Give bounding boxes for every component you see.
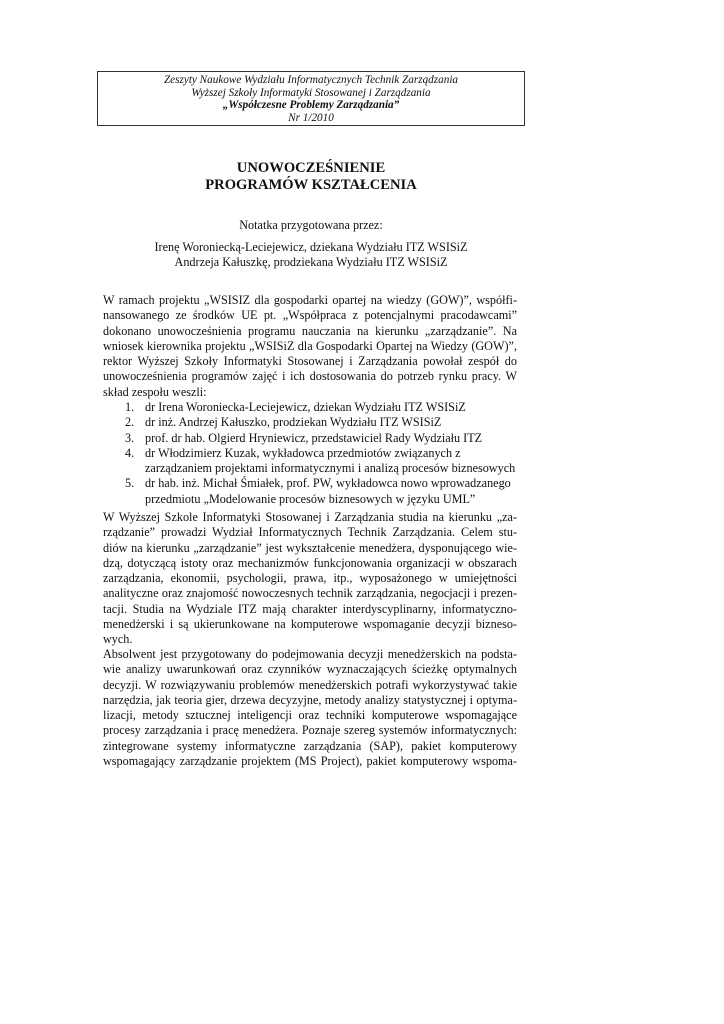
text-line: tacji. Studia na Wydziale ITZ mają charakter interdyscyplinarny, informatyczno-: [103, 601, 517, 616]
text-line: W ramach projektu „WSISIZ dla gospodarki opartej na wiedzy (GOW)”, współfi-: [103, 293, 517, 307]
article-title: [97, 160, 525, 194]
text-line: lizacji, metody sztucznej inteligencji oraz techniki komputerowe wspomagające: [103, 708, 517, 723]
list-text: prof. dr hab. Olgierd Hryniewicz, przedstawiciel Rady Wydziału ITZ: [145, 430, 483, 445]
author-2: Andrzeja Kałuszkę, prodziekana Wydziału ITZ WSISiZ: [174, 254, 448, 269]
list-item: [103, 446, 517, 477]
author-1: Irenę Woroniecką-Leciejewicz, dziekana Wydziału ITZ WSISiZ: [154, 240, 468, 254]
text-line: zintegrowane systemy informatyczne zarządzania (SAP), pakiet komputerowy: [103, 738, 517, 753]
text-line: wie analizy uwarunkowań oraz czynników wyznaczających ścieżkę optymalnych: [103, 662, 517, 677]
journal-name: Zeszyty Naukowe Wydziału Informatycznych Technik Zarządzania: [163, 74, 459, 86]
paragraph-studies: [103, 510, 517, 648]
text-line: menedżerski i są ukierunkowane na komputerowe wspomaganie decyzji bizneso-: [103, 617, 517, 632]
list-item: [103, 415, 517, 430]
title-line-1: UNOWOCZEŚNIENIE: [236, 160, 386, 176]
text-line: skład zespołu weszli:: [103, 384, 207, 399]
paragraph-project: [103, 293, 517, 400]
text-line: wych.: [103, 632, 133, 647]
text-line: wniosek kierownika projektu „WSISiZ dla Gospodarki Opartej na Wiedzy (GOW)”,: [103, 338, 517, 353]
text-line: W Wyższej Szkole Informatyki Stosowanej i Zarządzania studia na kierunku „za-: [103, 510, 517, 524]
text-line: wspomagający zarządzanie projektem (MS Project), pakiet komputerowy wspoma-: [103, 754, 517, 769]
team-list: [103, 400, 517, 507]
text-line: rządzanie” prowadzi Wydział Informatycznych Technik Zarządzania. Celem stu-: [103, 525, 517, 540]
issue-number: Nr 1/2010: [288, 111, 334, 124]
text-line: unowocześnienia programów zajęć i ich dostosowania do potrzeb rynku pracy. W: [103, 369, 517, 384]
list-text: dr Irena Woroniecka-Leciejewicz, dziekan Wydziału ITZ WSISiZ: [145, 400, 466, 414]
text-line: analityczne oraz znajomość nowoczesnych technik zarządzania, negocjacji i prezen-: [103, 586, 517, 601]
list-item: [103, 431, 517, 446]
list-text: dr inż. Andrzej Kałuszko, prodziekan Wydziału ITZ WSISiZ: [145, 415, 442, 430]
series-name: „Współczesne Problemy Zarządzania”: [222, 99, 400, 112]
list-text: przedmiotu „Modelowanie procesów biznesowych w języku UML”: [145, 491, 476, 506]
title-line-2: PROGRAMÓW KSZTAŁCENIA: [205, 177, 417, 193]
list-item: [103, 400, 517, 415]
text-line: narzędzia, jak teoria gier, drzewa decyzyjne, metody analizy statystycznej i optyma-: [103, 692, 517, 707]
list-text: dr hab. inż. Michał Śmiałek, prof. PW, wykładowca nowo wprowadzanego: [145, 476, 511, 491]
text-line: diów na kierunku „zarządzanie” jest wykształcenie menedżera, dysponującego wie-: [103, 540, 517, 555]
list-text: zarządzaniem projektami informatycznymi i analizą procesów biznesowych: [145, 461, 516, 476]
text-line: procesy zarządzania i pracę menedżera. Poznaje szereg systemów informatycznych:: [103, 723, 517, 738]
list-number: 5.: [125, 476, 135, 491]
list-number: 2.: [125, 415, 135, 430]
text-line: dokonano unowocześnienia programu nauczania na kierunku „zarządzanie”. Na: [103, 323, 517, 338]
text-line: decyzji. W rozwiązywaniu problemów menedżerskich potrafi wykorzystywać takie: [103, 677, 517, 692]
list-number: 1.: [125, 400, 135, 414]
prepared-by-label: Notatka przygotowana przez:: [239, 218, 383, 232]
list-item: [103, 476, 517, 507]
text-line: zarządzania, ekonomii, psychologii, prawa, itp., wyposażonego w umiejętności: [103, 571, 517, 586]
paragraph-graduate: [103, 647, 517, 769]
list-text: dr Włodzimierz Kuzak, wykładowca przedmiotów związanych z: [145, 445, 461, 460]
journal-header-box: [97, 71, 525, 126]
list-number: 3.: [125, 430, 135, 445]
list-number: 4.: [125, 445, 135, 460]
text-line: nansowanego ze środków UE pt. „Współpraca z potencjalnymi pracodawcami”: [103, 308, 517, 323]
text-line: dzą, dotyczącą istoty oraz mechanizmów funkcjonowania organizacji w obszarach: [103, 555, 517, 570]
school-name: Wyższej Szkoły Informatyki Stosowanej i Zarządzania: [191, 86, 431, 99]
text-line: Absolwent jest przygotowany do podejmowania decyzji menedżerskich na podsta-: [103, 647, 517, 661]
text-line: rektor Wyższej Szkoły Informatyki Stosowanej i Zarządzania powołał zespół do: [103, 354, 517, 369]
